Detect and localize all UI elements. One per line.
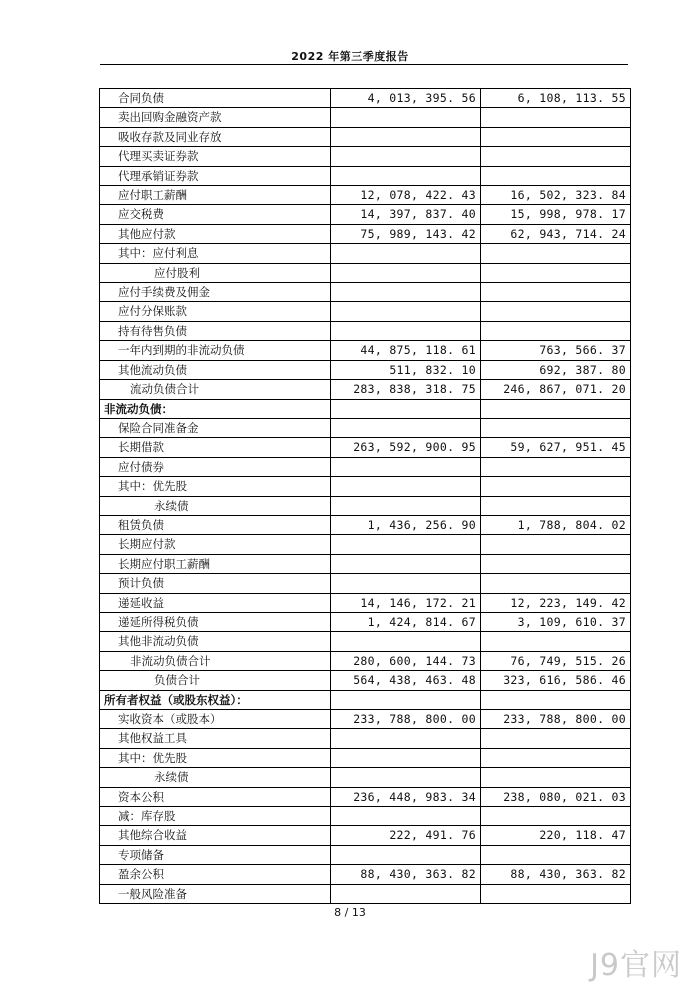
row-label: 长期应付职工薪酬 xyxy=(100,554,331,573)
table-row xyxy=(100,108,631,127)
balance-sheet-body xyxy=(100,89,631,904)
row-label: 负债合计 xyxy=(100,671,331,690)
row-label: 应交税费 xyxy=(100,205,331,224)
table-row xyxy=(100,166,631,185)
row-label: 其中：应付利息 xyxy=(100,244,331,263)
section-header-row xyxy=(100,690,631,709)
prior-period-value xyxy=(481,244,631,263)
current-period-value: 88, 430, 363. 82 xyxy=(331,865,481,884)
row-label: 递延所得税负债 xyxy=(100,612,331,631)
current-period-value xyxy=(331,768,481,787)
current-period-value xyxy=(331,418,481,437)
prior-period-value xyxy=(481,574,631,593)
table-row xyxy=(100,710,631,729)
prior-period-value: 88, 430, 363. 82 xyxy=(481,865,631,884)
current-period-value: 283, 838, 318. 75 xyxy=(331,380,481,399)
table-row xyxy=(100,380,631,399)
table-row xyxy=(100,496,631,515)
table-row xyxy=(100,515,631,534)
current-period-value xyxy=(331,574,481,593)
prior-period-value xyxy=(481,768,631,787)
prior-period-value xyxy=(481,884,631,903)
table-row xyxy=(100,283,631,302)
prior-period-value: 3, 109, 610. 37 xyxy=(481,612,631,631)
table-row xyxy=(100,263,631,282)
current-period-value xyxy=(331,283,481,302)
table-row xyxy=(100,321,631,340)
table-row xyxy=(100,884,631,903)
row-label: 资本公积 xyxy=(100,787,331,806)
current-period-value: 4, 013, 395. 56 xyxy=(331,89,481,108)
current-period-value xyxy=(331,845,481,864)
table-row xyxy=(100,127,631,146)
table-row xyxy=(100,438,631,457)
table-row xyxy=(100,845,631,864)
row-label: 应付分保账款 xyxy=(100,302,331,321)
row-label: 其他权益工具 xyxy=(100,729,331,748)
row-label: 卖出回购金融资产款 xyxy=(100,108,331,127)
current-period-value: 14, 146, 172. 21 xyxy=(331,593,481,612)
current-period-value: 75, 989, 143. 42 xyxy=(331,224,481,243)
table-row xyxy=(100,787,631,806)
current-period-value xyxy=(331,127,481,146)
table-row xyxy=(100,554,631,573)
current-period-value xyxy=(331,554,481,573)
table-row xyxy=(100,826,631,845)
current-period-value xyxy=(331,147,481,166)
table-row xyxy=(100,651,631,670)
table-row xyxy=(100,302,631,321)
row-label: 实收资本（或股本） xyxy=(100,710,331,729)
current-period-value xyxy=(331,399,481,418)
row-label: 应付职工薪酬 xyxy=(100,186,331,205)
prior-period-value: 6, 108, 113. 55 xyxy=(481,89,631,108)
row-label: 应付债券 xyxy=(100,457,331,476)
current-period-value xyxy=(331,477,481,496)
current-period-value xyxy=(331,457,481,476)
row-label: 递延收益 xyxy=(100,593,331,612)
row-label: 一般风险准备 xyxy=(100,884,331,903)
prior-period-value xyxy=(481,283,631,302)
row-label: 长期应付款 xyxy=(100,535,331,554)
row-label: 应付股利 xyxy=(100,263,331,282)
table-row xyxy=(100,807,631,826)
row-label: 持有待售负债 xyxy=(100,321,331,340)
row-label: 一年内到期的非流动负债 xyxy=(100,341,331,360)
row-label: 非流动负债合计 xyxy=(100,651,331,670)
row-label: 其他应付款 xyxy=(100,224,331,243)
table-row xyxy=(100,535,631,554)
current-period-value: 12, 078, 422. 43 xyxy=(331,186,481,205)
row-label: 其他流动负债 xyxy=(100,360,331,379)
current-period-value xyxy=(331,108,481,127)
prior-period-value: 62, 943, 714. 24 xyxy=(481,224,631,243)
prior-period-value xyxy=(481,108,631,127)
table-row xyxy=(100,768,631,787)
prior-period-value xyxy=(481,321,631,340)
prior-period-value: 1, 788, 804. 02 xyxy=(481,515,631,534)
row-label: 盈余公积 xyxy=(100,865,331,884)
table-row xyxy=(100,865,631,884)
current-period-value: 263, 592, 900. 95 xyxy=(331,438,481,457)
row-label: 租赁负债 xyxy=(100,515,331,534)
prior-period-value xyxy=(481,418,631,437)
prior-period-value: 238, 080, 021. 03 xyxy=(481,787,631,806)
table-row xyxy=(100,224,631,243)
table-row xyxy=(100,593,631,612)
table-row xyxy=(100,147,631,166)
prior-period-value xyxy=(481,690,631,709)
current-period-value: 236, 448, 983. 34 xyxy=(331,787,481,806)
table-row xyxy=(100,418,631,437)
balance-sheet-table xyxy=(99,88,631,904)
table-row xyxy=(100,244,631,263)
row-label: 保险合同准备金 xyxy=(100,418,331,437)
current-period-value: 233, 788, 800. 00 xyxy=(331,710,481,729)
table-row xyxy=(100,341,631,360)
current-period-value xyxy=(331,244,481,263)
current-period-value: 44, 875, 118. 61 xyxy=(331,341,481,360)
current-period-value xyxy=(331,166,481,185)
report-title: 2022 年第三季度报告 xyxy=(291,50,409,63)
table-row xyxy=(100,205,631,224)
table-row xyxy=(100,360,631,379)
row-label: 代理承销证券款 xyxy=(100,166,331,185)
table-row xyxy=(100,612,631,631)
prior-period-value: 763, 566. 37 xyxy=(481,341,631,360)
row-label: 长期借款 xyxy=(100,438,331,457)
current-period-value xyxy=(331,729,481,748)
prior-period-value: 692, 387. 80 xyxy=(481,360,631,379)
table-row xyxy=(100,632,631,651)
row-label: 应付手续费及佣金 xyxy=(100,283,331,302)
row-label: 永续债 xyxy=(100,768,331,787)
row-label: 非流动负债： xyxy=(100,399,331,418)
prior-period-value xyxy=(481,554,631,573)
current-period-value: 280, 600, 144. 73 xyxy=(331,651,481,670)
table-row xyxy=(100,574,631,593)
prior-period-value xyxy=(481,457,631,476)
prior-period-value xyxy=(481,477,631,496)
current-period-value xyxy=(331,632,481,651)
prior-period-value xyxy=(481,807,631,826)
prior-period-value: 59, 627, 951. 45 xyxy=(481,438,631,457)
prior-period-value xyxy=(481,496,631,515)
current-period-value xyxy=(331,884,481,903)
table-row xyxy=(100,748,631,767)
prior-period-value: 323, 616, 586. 46 xyxy=(481,671,631,690)
current-period-value xyxy=(331,302,481,321)
current-period-value: 511, 832. 10 xyxy=(331,360,481,379)
prior-period-value xyxy=(481,302,631,321)
table-row xyxy=(100,457,631,476)
current-period-value xyxy=(331,321,481,340)
prior-period-value xyxy=(481,845,631,864)
table-row xyxy=(100,671,631,690)
row-label: 合同负债 xyxy=(100,89,331,108)
header-rule xyxy=(100,64,628,65)
row-label: 预计负债 xyxy=(100,574,331,593)
current-period-value xyxy=(331,535,481,554)
current-period-value: 222, 491. 76 xyxy=(331,826,481,845)
row-label: 所有者权益（或股东权益）： xyxy=(100,690,331,709)
prior-period-value xyxy=(481,748,631,767)
table-row xyxy=(100,729,631,748)
row-label: 减：库存股 xyxy=(100,807,331,826)
section-header-row xyxy=(100,399,631,418)
row-label: 其中：优先股 xyxy=(100,477,331,496)
prior-period-value: 220, 118. 47 xyxy=(481,826,631,845)
prior-period-value: 246, 867, 071. 20 xyxy=(481,380,631,399)
prior-period-value xyxy=(481,535,631,554)
prior-period-value xyxy=(481,632,631,651)
prior-period-value: 233, 788, 800. 00 xyxy=(481,710,631,729)
current-period-value xyxy=(331,807,481,826)
current-period-value: 1, 424, 814. 67 xyxy=(331,612,481,631)
row-label: 代理买卖证券款 xyxy=(100,147,331,166)
row-label: 专项储备 xyxy=(100,845,331,864)
prior-period-value: 76, 749, 515. 26 xyxy=(481,651,631,670)
current-period-value xyxy=(331,690,481,709)
table-row xyxy=(100,89,631,108)
prior-period-value xyxy=(481,166,631,185)
prior-period-value: 12, 223, 149. 42 xyxy=(481,593,631,612)
current-period-value xyxy=(331,748,481,767)
table-row xyxy=(100,186,631,205)
prior-period-value: 16, 502, 323. 84 xyxy=(481,186,631,205)
page-number: 8 / 13 xyxy=(334,906,366,919)
prior-period-value xyxy=(481,127,631,146)
current-period-value xyxy=(331,263,481,282)
row-label: 其他非流动负债 xyxy=(100,632,331,651)
prior-period-value xyxy=(481,399,631,418)
current-period-value xyxy=(331,496,481,515)
row-label: 流动负债合计 xyxy=(100,380,331,399)
current-period-value: 14, 397, 837. 40 xyxy=(331,205,481,224)
row-label: 其中：优先股 xyxy=(100,748,331,767)
prior-period-value xyxy=(481,147,631,166)
row-label: 吸收存款及同业存放 xyxy=(100,127,331,146)
row-label: 其他综合收益 xyxy=(100,826,331,845)
table-row xyxy=(100,477,631,496)
prior-period-value xyxy=(481,263,631,282)
prior-period-value xyxy=(481,729,631,748)
watermark-logo: J9官网 xyxy=(590,948,682,983)
row-label: 永续债 xyxy=(100,496,331,515)
current-period-value: 564, 438, 463. 48 xyxy=(331,671,481,690)
current-period-value: 1, 436, 256. 90 xyxy=(331,515,481,534)
prior-period-value: 15, 998, 978. 17 xyxy=(481,205,631,224)
